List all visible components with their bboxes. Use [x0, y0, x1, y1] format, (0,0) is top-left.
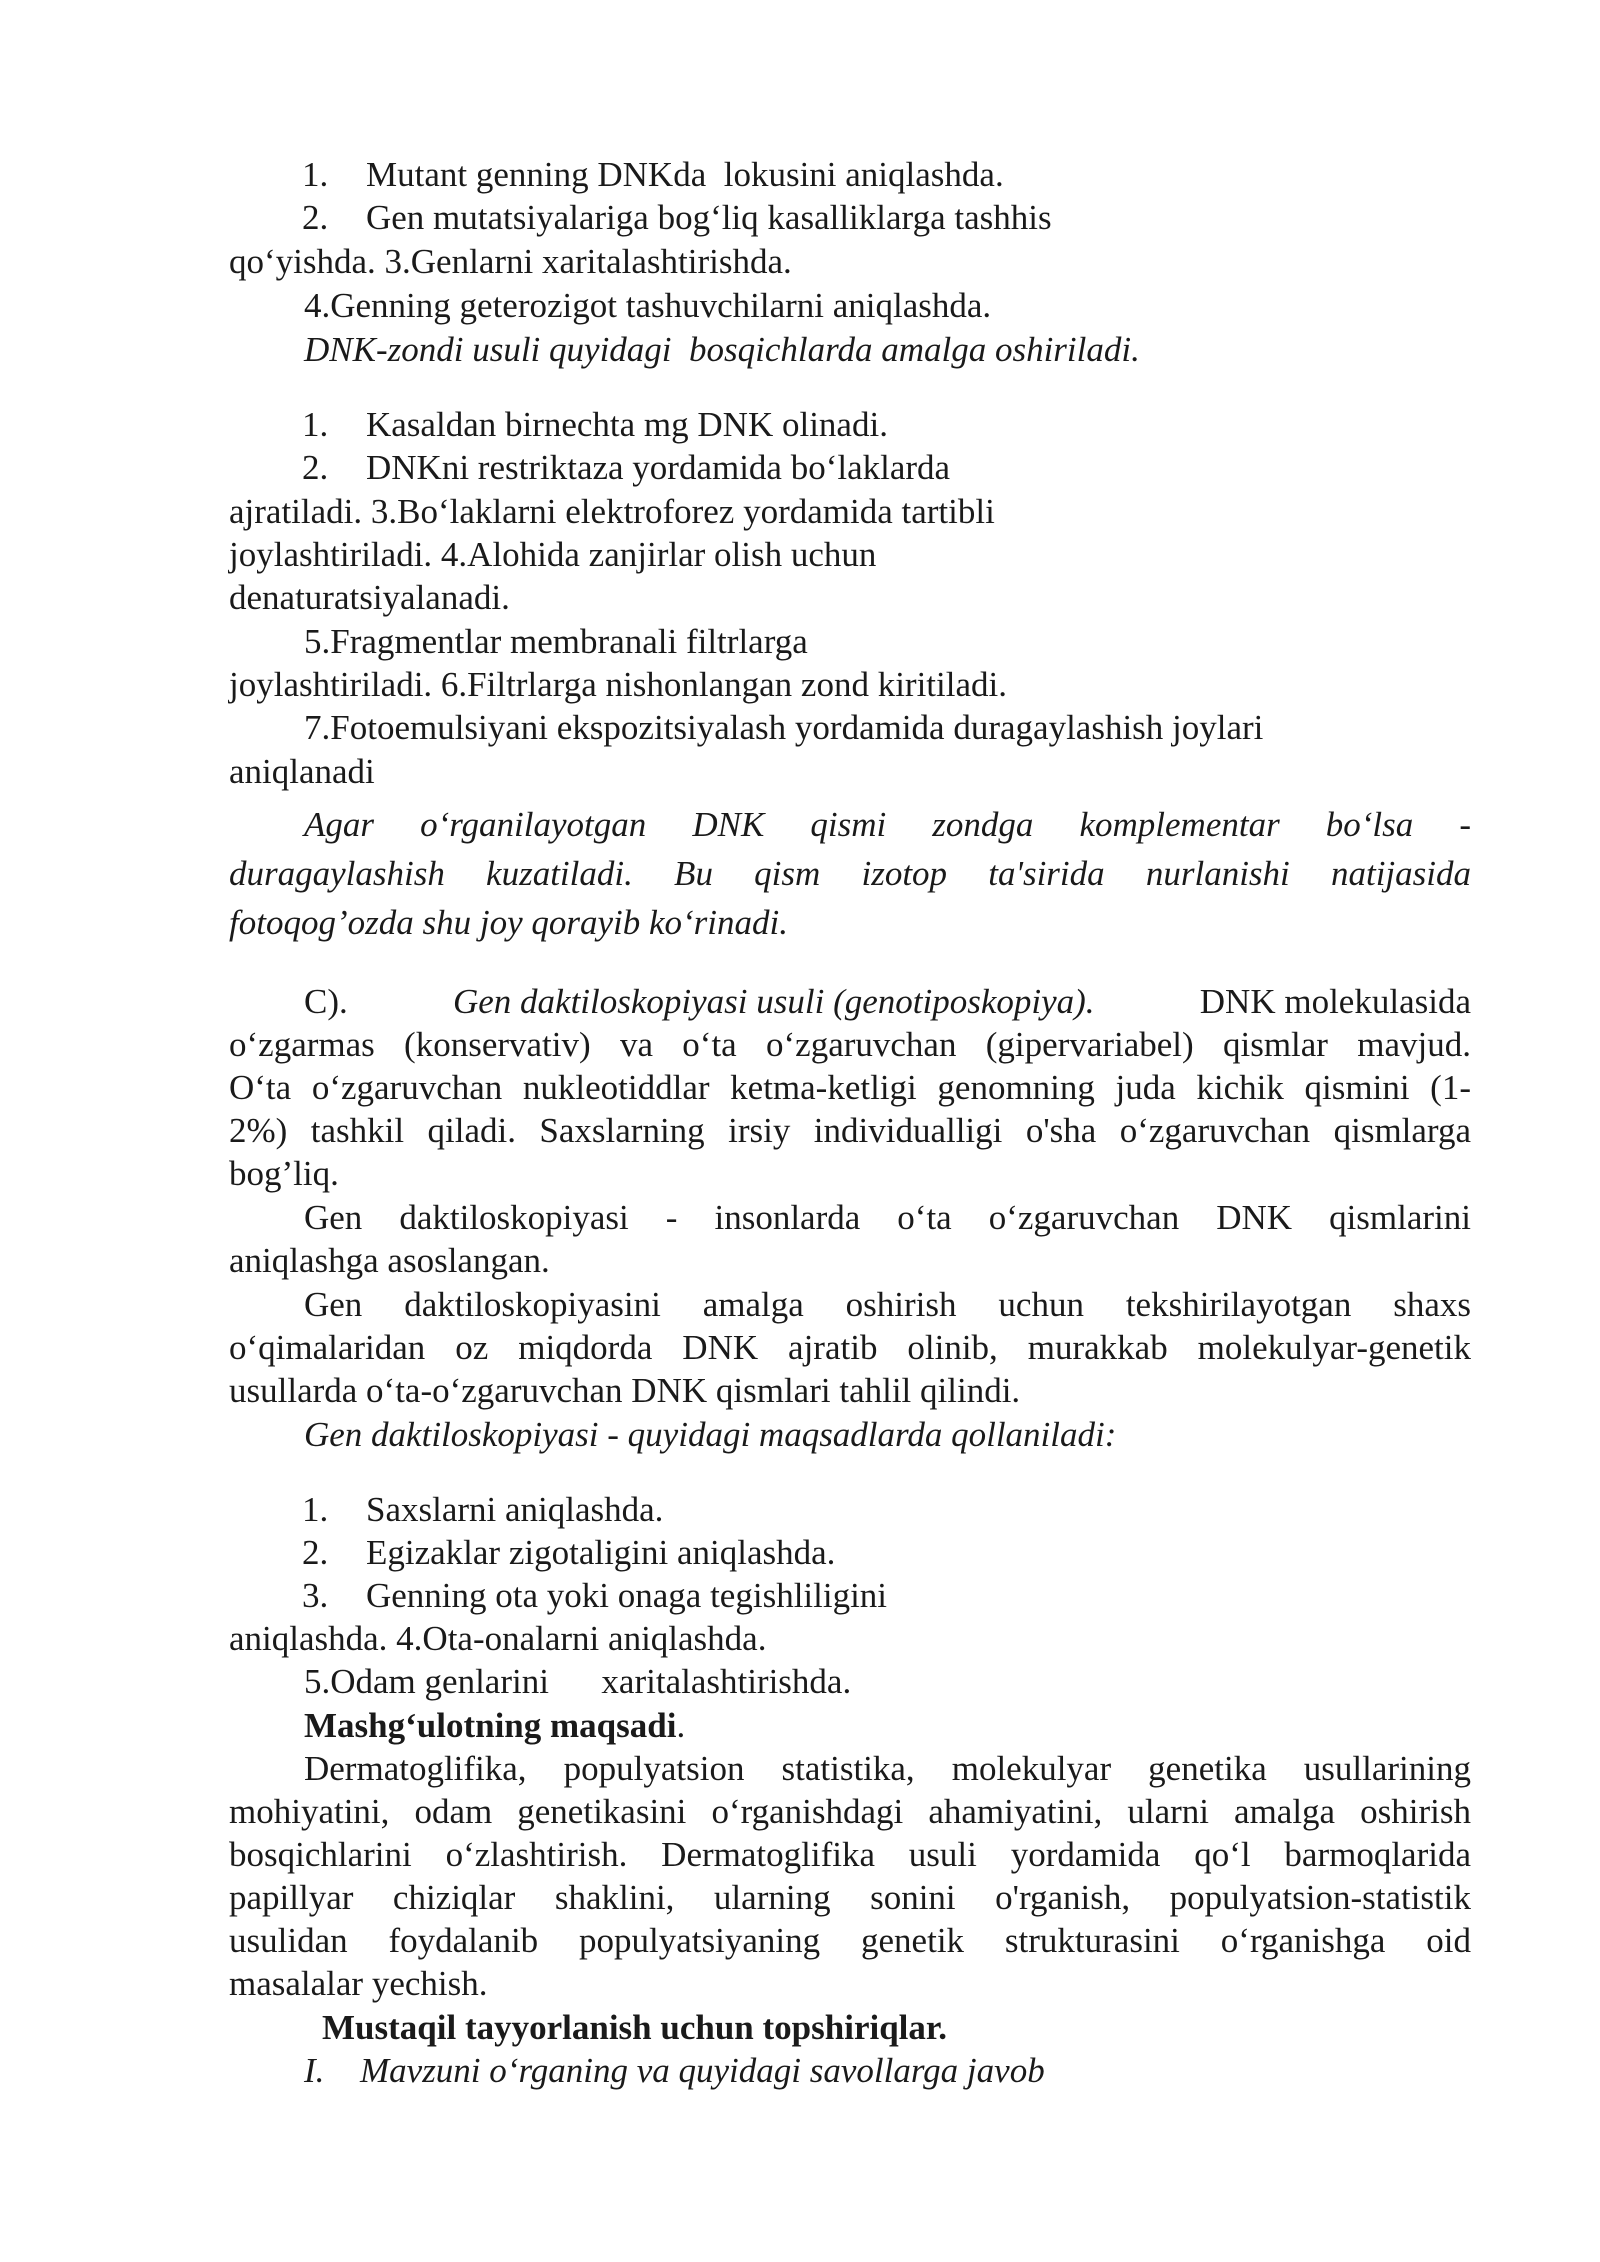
list-item: 5.Fragmentlar membranali filtrlarga — [304, 622, 808, 661]
text-line: joylashtiriladi. 4.Alohida zanjirlar olish uchun — [229, 535, 877, 574]
list-item: 5.Odam genlarini xaritalashtirishda. — [304, 1662, 852, 1701]
goal-heading-tail: . — [676, 1706, 686, 1745]
list-continuation: qo‘yishda. 3.Genlarni xaritalashtirishda. — [229, 242, 792, 281]
list-item — [302, 1533, 835, 1573]
paragraph-line: usullarda o‘ta-o‘zgaruvchan DNK qismlari tahlil qilindi. — [229, 1371, 1021, 1410]
text-line: aniqlanadi — [229, 752, 375, 791]
section-heading: DNK-zondi usuli quyidagi bosqichlarda amalga oshiriladi. — [304, 330, 1140, 369]
goal-heading — [304, 1706, 685, 1746]
list-item — [302, 1490, 663, 1530]
paragraph-line: O‘ta o‘zgaruvchan nukleotiddlar ketma-ketligi genomning juda kichik qismini (1- — [229, 1068, 1471, 1107]
text-line: aniqlashda. 4.Ota-onalarni aniqlashda. — [229, 1619, 767, 1658]
section-c-first-line — [304, 982, 1471, 1022]
italic-paragraph-line: Agar o‘rganilayotgan DNK qismi zondga komplementar bo‘lsa - — [304, 805, 1471, 844]
section-text: DNK molekulasida — [1199, 982, 1471, 1021]
list-item — [302, 405, 888, 445]
list-number: 3. — [302, 1576, 329, 1615]
list-number: 1. — [302, 405, 329, 444]
paragraph-line: Gen daktiloskopiyasi - insonlarda o‘ta o‘zgaruvchan DNK qismlarini — [304, 1198, 1471, 1237]
paragraph-line: Gen daktiloskopiyasini amalga oshirish uchun tekshirilayotgan shaxs — [304, 1285, 1471, 1324]
list-item — [304, 2051, 1045, 2091]
list-number: 1. — [302, 155, 329, 194]
paragraph-line: aniqlashga asoslangan. — [229, 1241, 550, 1280]
text-line: ajratiladi. 3.Bo‘laklarni elektroforez yordamida tartibli — [229, 492, 995, 531]
paragraph-line: o‘zgarmas (konservativ) va o‘ta o‘zgaruvchan (gipervariabel) qismlar mavjud. — [229, 1025, 1471, 1064]
list-text: Egizaklar zigotaligini aniqlashda. — [366, 1533, 836, 1572]
italic-paragraph-line: fotoqog’ozda shu joy qorayib ko‘rinadi. — [229, 903, 788, 942]
paragraph-line: papillyar chiziqlar shaklini, ularning sonini o'rganish, populyatsion-statistik — [229, 1878, 1471, 1917]
list-number: 2. — [302, 198, 329, 237]
paragraph-line: Dermatoglifika, populyatsion statistika, molekulyar genetika usullarining — [304, 1749, 1471, 1788]
list-number: 2. — [302, 448, 329, 487]
list-item: 4.Genning geterozigot tashuvchilarni aniqlashda. — [304, 286, 992, 325]
section-heading: Gen daktiloskopiyasi - quyidagi maqsadlarda qollaniladi: — [304, 1415, 1117, 1454]
goal-heading-text: Mashg‘ulotning maqsadi — [304, 1706, 677, 1745]
list-item — [302, 448, 950, 488]
list-item: 7.Fotoemulsiyani ekspozitsiyalash yordamida duragaylashish joylari — [304, 708, 1264, 747]
text-line: denaturatsiyalanadi. — [229, 578, 510, 617]
list-item — [302, 1576, 887, 1616]
list-number: I. — [304, 2051, 325, 2090]
list-text: Saxslarni aniqlashda. — [366, 1490, 664, 1529]
paragraph-line: usulidan foydalanib populyatsiyaning genetik strukturasini o‘rganishga oid — [229, 1921, 1471, 1960]
section-title: Gen daktiloskopiyasi usuli (genotiposkopiya). — [452, 982, 1095, 1021]
list-item — [302, 155, 1004, 195]
list-text: DNKni restriktaza yordamida bo‘laklarda — [366, 448, 951, 487]
list-item — [302, 198, 1052, 238]
text-line: joylashtiriladi. 6.Filtrlarga nishonlangan zond kiritiladi. — [229, 665, 1007, 704]
paragraph-line: bosqichlarini o‘zlashtirish. Dermatoglifika usuli yordamida qo‘l barmoqlarida — [229, 1835, 1471, 1874]
list-number: 2. — [302, 1533, 329, 1572]
list-number: 1. — [302, 1490, 329, 1529]
paragraph-line: o‘qimalaridan oz miqdorda DNK ajratib olinib, murakkab molekulyar-genetik — [229, 1328, 1471, 1367]
tasks-heading: Mustaqil tayyorlanish uchun topshiriqlar. — [322, 2008, 947, 2047]
section-prefix: C). — [304, 982, 348, 1021]
list-text: Kasaldan birnechta mg DNK olinadi. — [366, 405, 888, 444]
paragraph-line: masalalar yechish. — [229, 1964, 488, 2003]
paragraph-line: mohiyatini, odam genetikasini o‘rganishdagi ahamiyatini, ularni amalga oshirish — [229, 1792, 1471, 1831]
list-text: Mutant genning DNKda lokusini aniqlashda. — [366, 155, 1004, 194]
paragraph-line: bog’liq. — [229, 1154, 339, 1193]
paragraph-line: 2%) tashkil qiladi. Saxslarning irsiy individualligi o'sha o‘zgaruvchan qismlarga — [229, 1111, 1471, 1150]
list-text: Gen mutatsiyalariga bog‘liq kasalliklarga tashhis — [366, 198, 1052, 237]
list-text: Genning ota yoki onaga tegishliligini — [366, 1576, 888, 1615]
list-text: Mavzuni o‘rganing va quyidagi savollarga javob — [360, 2051, 1045, 2090]
italic-paragraph-line: duragaylashish kuzatiladi. Bu qism izotop ta'sirida nurlanishi natijasida — [229, 854, 1471, 893]
